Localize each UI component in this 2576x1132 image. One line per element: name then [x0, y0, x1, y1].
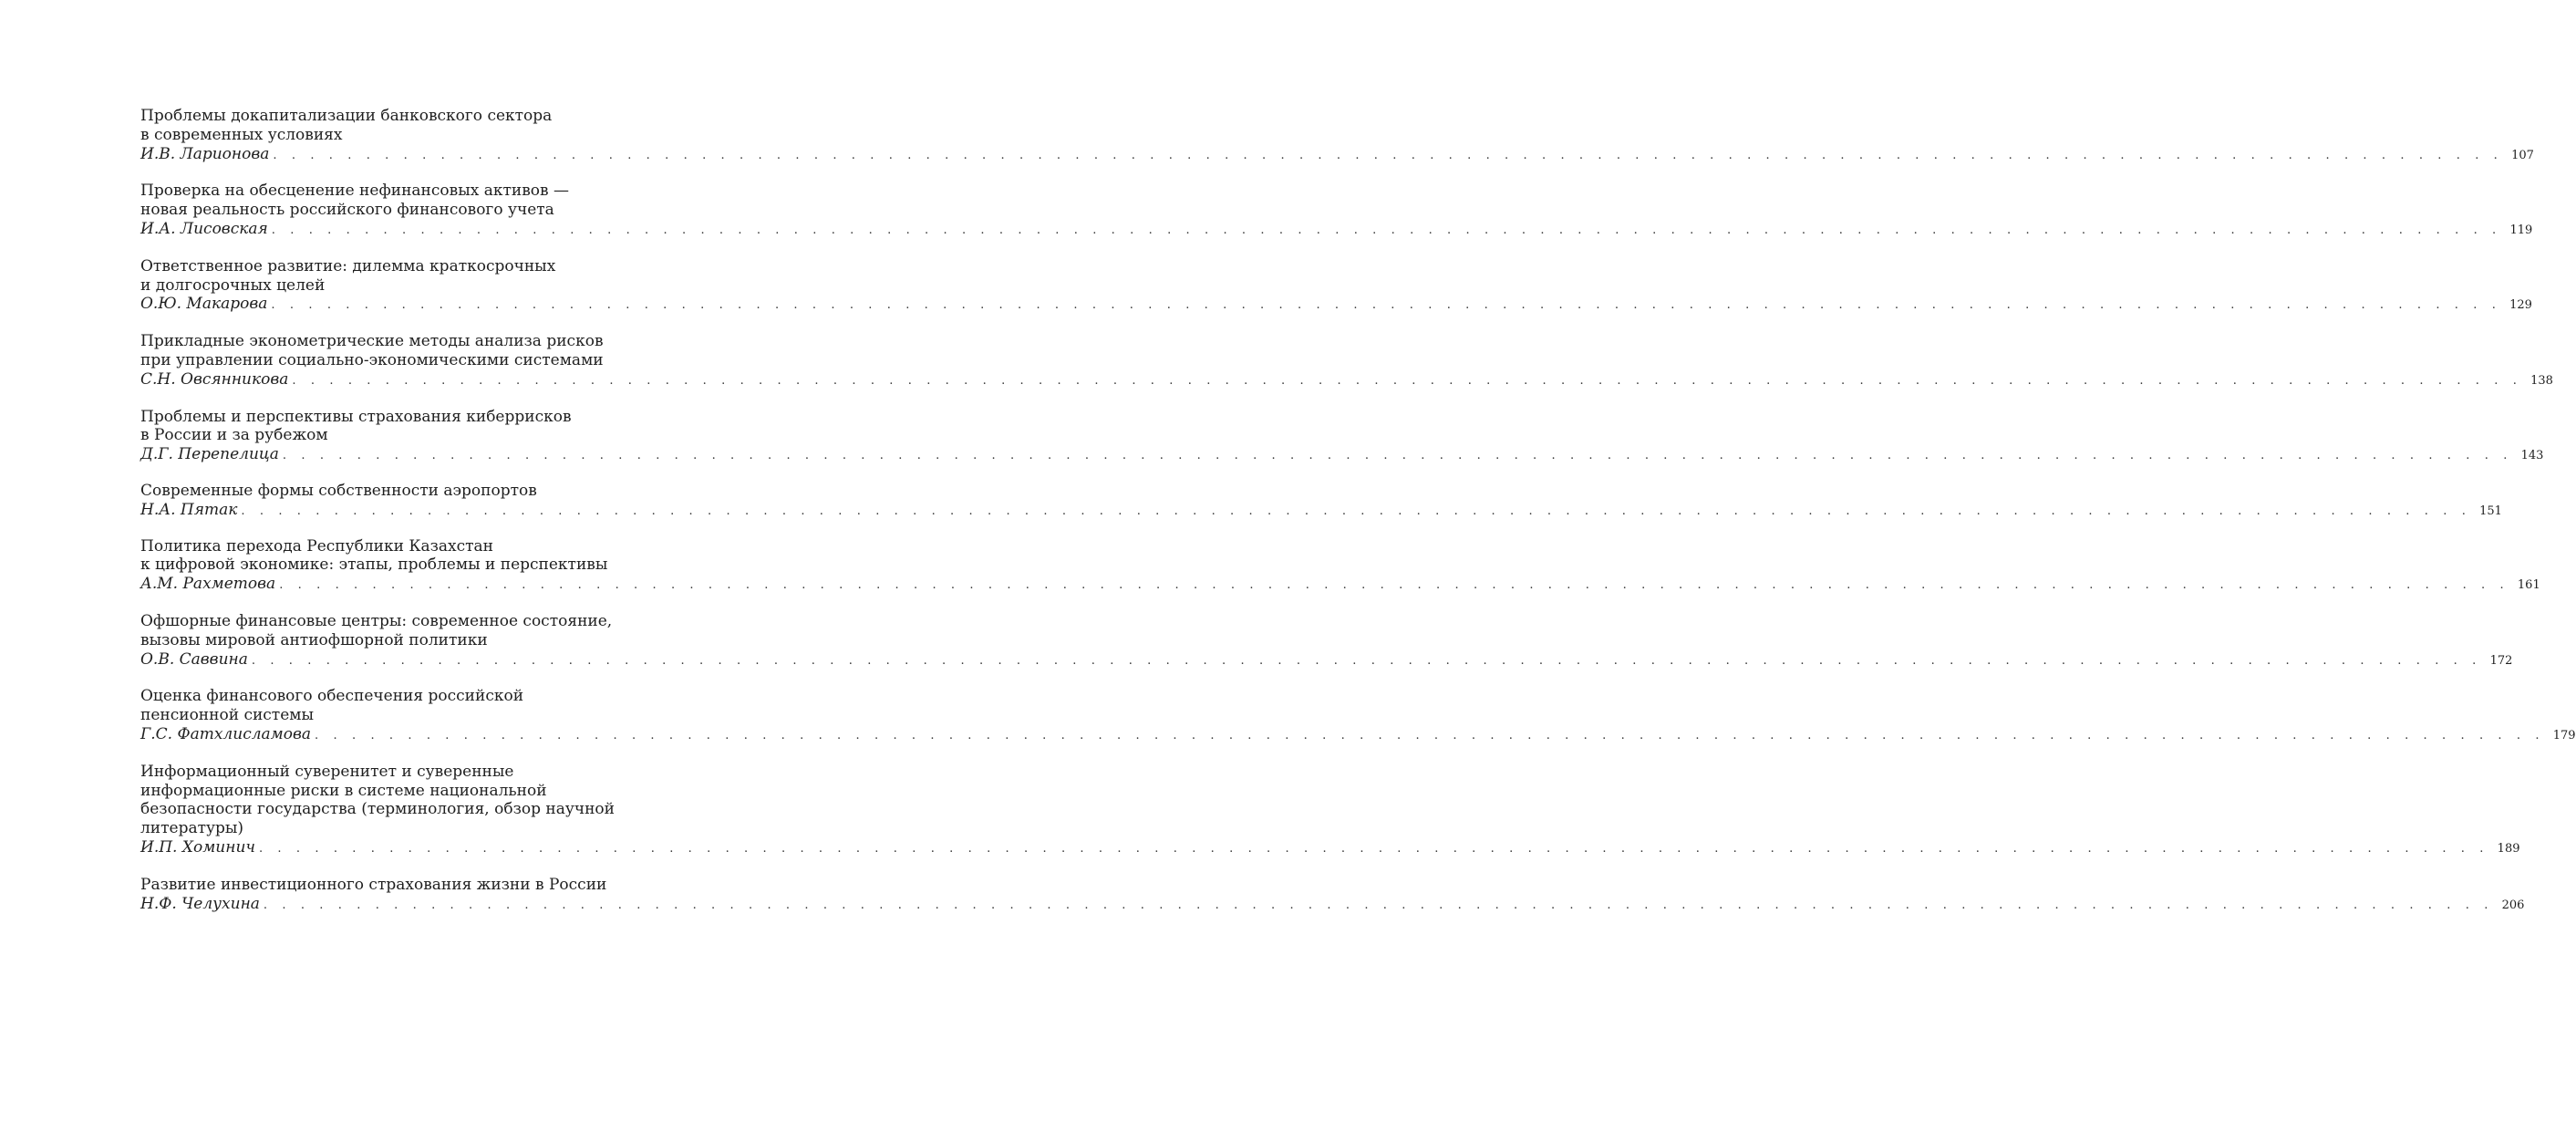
toc-entry-author-row [140, 894, 2525, 914]
toc-entry-page-number: 161 [2517, 578, 2540, 593]
toc-entry-author: О.В. Саввина [140, 649, 248, 669]
toc-entry-title-line: Ответственное развитие: дилемма краткосрочных [140, 256, 556, 275]
toc-entry-title-line: вызовы мировой антиофшорной политики [140, 630, 488, 649]
dot-leader: . . . . . . . . . . . . . . . . . . . . . . . . . . . . . . . . . . . . . . . . . . . . . . . . . . . . . . . . . . . . . . . . . . . . . . . . . . . . . . . . . . . . . . . . . . . . . . . . . . . . . . . . . . . . . . . . . . . . . . . . [315, 728, 2545, 743]
toc-entry-author: И.П. Хоминич [140, 837, 255, 857]
toc-entry [140, 611, 2513, 669]
toc-entry-title-line: Проблемы и перспективы страхования киберрисков [140, 407, 572, 426]
dot-leader: . . . . . . . . . . . . . . . . . . . . . . . . . . . . . . . . . . . . . . . . . . . . . . . . . . . . . . . . . . . . . . . . . . . . . . . . . . . . . . . . . . . . . . . . . . . . . . . . . . . . . . . . . . . . . . . . . . . . . . . . [279, 578, 2509, 593]
toc-entry-author-row [140, 445, 2544, 464]
toc-entry-page-number: 119 [2509, 223, 2533, 237]
toc-entry-author: О.Ю. Макарова [140, 295, 268, 314]
dot-leader: . . . . . . . . . . . . . . . . . . . . . . . . . . . . . . . . . . . . . . . . . . . . . . . . . . . . . . . . . . . . . . . . . . . . . . . . . . . . . . . . . . . . . . . . . . . . . . . . . . . . . . . . . . . . . . . . . . . . . . . . [241, 504, 2471, 518]
toc-entry [140, 762, 2520, 857]
toc-entry-title-line: Проблемы докапитализации банковского сектора [140, 107, 553, 125]
toc-entry-author: А.М. Рахметова [140, 575, 276, 594]
toc-entry-title-line: информационные риски в системе национальной [140, 781, 547, 800]
dot-leader: . . . . . . . . . . . . . . . . . . . . . . . . . . . . . . . . . . . . . . . . . . . . . . . . . . . . . . . . . . . . . . . . . . . . . . . . . . . . . . . . . . . . . . . . . . . . . . . . . . . . . . . . . . . . . . . . . . . . . . . . [271, 223, 2502, 237]
dot-leader: . . . . . . . . . . . . . . . . . . . . . . . . . . . . . . . . . . . . . . . . . . . . . . . . . . . . . . . . . . . . . . . . . . . . . . . . . . . . . . . . . . . . . . . . . . . . . . . . . . . . . . . . . . . . . . . . . . . . . . . . [292, 373, 2522, 388]
toc-entry-author: И.В. Ларионова [140, 144, 270, 163]
toc-entry [140, 536, 2540, 594]
toc-entry-title-line: Оценка финансового обеспечения российской [140, 687, 524, 706]
toc-entry-author-row [140, 219, 2533, 239]
toc-entry-title-line: в России и за рубежом [140, 426, 328, 445]
toc-entry [140, 332, 2553, 389]
toc-entry-title-line: Политика перехода Республики Казахстан [140, 536, 494, 556]
toc-entry-page-number: 189 [2497, 841, 2520, 856]
toc-entry [140, 182, 2533, 238]
toc-entry-title-line: Проверка на обесценение нефинансовых активов — [140, 182, 569, 201]
toc-entry-author: С.Н. Овсянникова [140, 369, 289, 389]
toc-entry [140, 256, 2532, 314]
toc-entry-title-line: Офшорные финансовые центры: современное состояние, [140, 611, 613, 630]
toc-entry [140, 107, 2534, 163]
toc-entry-page-number: 172 [2489, 653, 2513, 668]
toc-entry-title-line: литературы) [140, 819, 244, 838]
toc-entry-author-row [140, 369, 2553, 389]
toc-entry-author-row [140, 575, 2540, 594]
toc-entry-title-line: при управлении социально-экономическими системами [140, 350, 604, 369]
toc-entry-title-line: безопасности государства (терминология, обзор научной [140, 800, 615, 819]
toc-entry-title-line: к цифровой экономике: этапы, проблемы и перспективы [140, 556, 608, 575]
toc-entry-page-number: 138 [2530, 373, 2553, 388]
dot-leader: . . . . . . . . . . . . . . . . . . . . . . . . . . . . . . . . . . . . . . . . . . . . . . . . . . . . . . . . . . . . . . . . . . . . . . . . . . . . . . . . . . . . . . . . . . . . . . . . . . . . . . . . . . . . . . . . . . . . . . . . [273, 148, 2503, 162]
toc-entry-author-row [140, 649, 2513, 670]
toc-entry-title-line: Информационный суверенитет и суверенные [140, 762, 514, 781]
toc-entry-page-number: 206 [2501, 898, 2525, 912]
toc-entry-author-row [140, 500, 2502, 520]
toc-entry-title-line: Развитие инвестиционного страхования жизни в России [140, 875, 607, 894]
toc-entry-title-line: Современные формы собственности аэропортов [140, 481, 537, 500]
toc-entry-page-number: 107 [2511, 148, 2534, 162]
toc-entry-title-line: и долгосрочных целей [140, 275, 326, 295]
toc-entry-author: Г.С. Фатхлисламова [140, 724, 312, 743]
toc-entry-title-line: новая реальность российского финансового учета [140, 201, 554, 220]
toc-entry-title-line: пенсионной системы [140, 706, 315, 725]
toc-entry-page-number: 179 [2552, 728, 2576, 743]
dot-leader: . . . . . . . . . . . . . . . . . . . . . . . . . . . . . . . . . . . . . . . . . . . . . . . . . . . . . . . . . . . . . . . . . . . . . . . . . . . . . . . . . . . . . . . . . . . . . . . . . . . . . . . . . . . . . . . . . . . . . . . . [282, 449, 2513, 463]
toc-entry-page-number: 129 [2509, 298, 2532, 313]
toc-entry-author: И.А. Лисовская [140, 219, 268, 238]
toc-entry-author: Н.А. Пятак [140, 500, 238, 519]
dot-leader: . . . . . . . . . . . . . . . . . . . . . . . . . . . . . . . . . . . . . . . . . . . . . . . . . . . . . . . . . . . . . . . . . . . . . . . . . . . . . . . . . . . . . . . . . . . . . . . . . . . . . . . . . . . . . . . . . . . . . . . . [271, 298, 2501, 313]
dot-leader: . . . . . . . . . . . . . . . . . . . . . . . . . . . . . . . . . . . . . . . . . . . . . . . . . . . . . . . . . . . . . . . . . . . . . . . . . . . . . . . . . . . . . . . . . . . . . . . . . . . . . . . . . . . . . . . . . . . . . . . . [263, 898, 2494, 912]
toc-entry-author: Н.Ф. Челухина [140, 894, 260, 913]
dot-leader: . . . . . . . . . . . . . . . . . . . . . . . . . . . . . . . . . . . . . . . . . . . . . . . . . . . . . . . . . . . . . . . . . . . . . . . . . . . . . . . . . . . . . . . . . . . . . . . . . . . . . . . . . . . . . . . . . . . . . . . . [251, 653, 2482, 668]
toc-entry [140, 687, 2576, 743]
toc-entry-title-line: в современных условиях [140, 125, 343, 144]
dot-leader: . . . . . . . . . . . . . . . . . . . . . . . . . . . . . . . . . . . . . . . . . . . . . . . . . . . . . . . . . . . . . . . . . . . . . . . . . . . . . . . . . . . . . . . . . . . . . . . . . . . . . . . . . . . . . . . . . . . . . . . . [258, 841, 2489, 856]
toc-entry-page-number: 151 [2479, 504, 2502, 518]
toc-entry [140, 875, 2525, 914]
toc-entry-author-row [140, 837, 2520, 857]
toc-entry [140, 407, 2544, 464]
toc-entry-title-line: Прикладные эконометрические методы анализа рисков [140, 332, 604, 351]
table-of-contents [140, 107, 2576, 931]
toc-entry-author: Д.Г. Перепелица [140, 445, 279, 464]
toc-entry [140, 481, 2502, 520]
toc-entry-author-row [140, 144, 2534, 164]
toc-entry-author-row [140, 724, 2576, 744]
toc-entry-page-number: 143 [2520, 449, 2544, 463]
toc-entry-author-row [140, 295, 2532, 314]
